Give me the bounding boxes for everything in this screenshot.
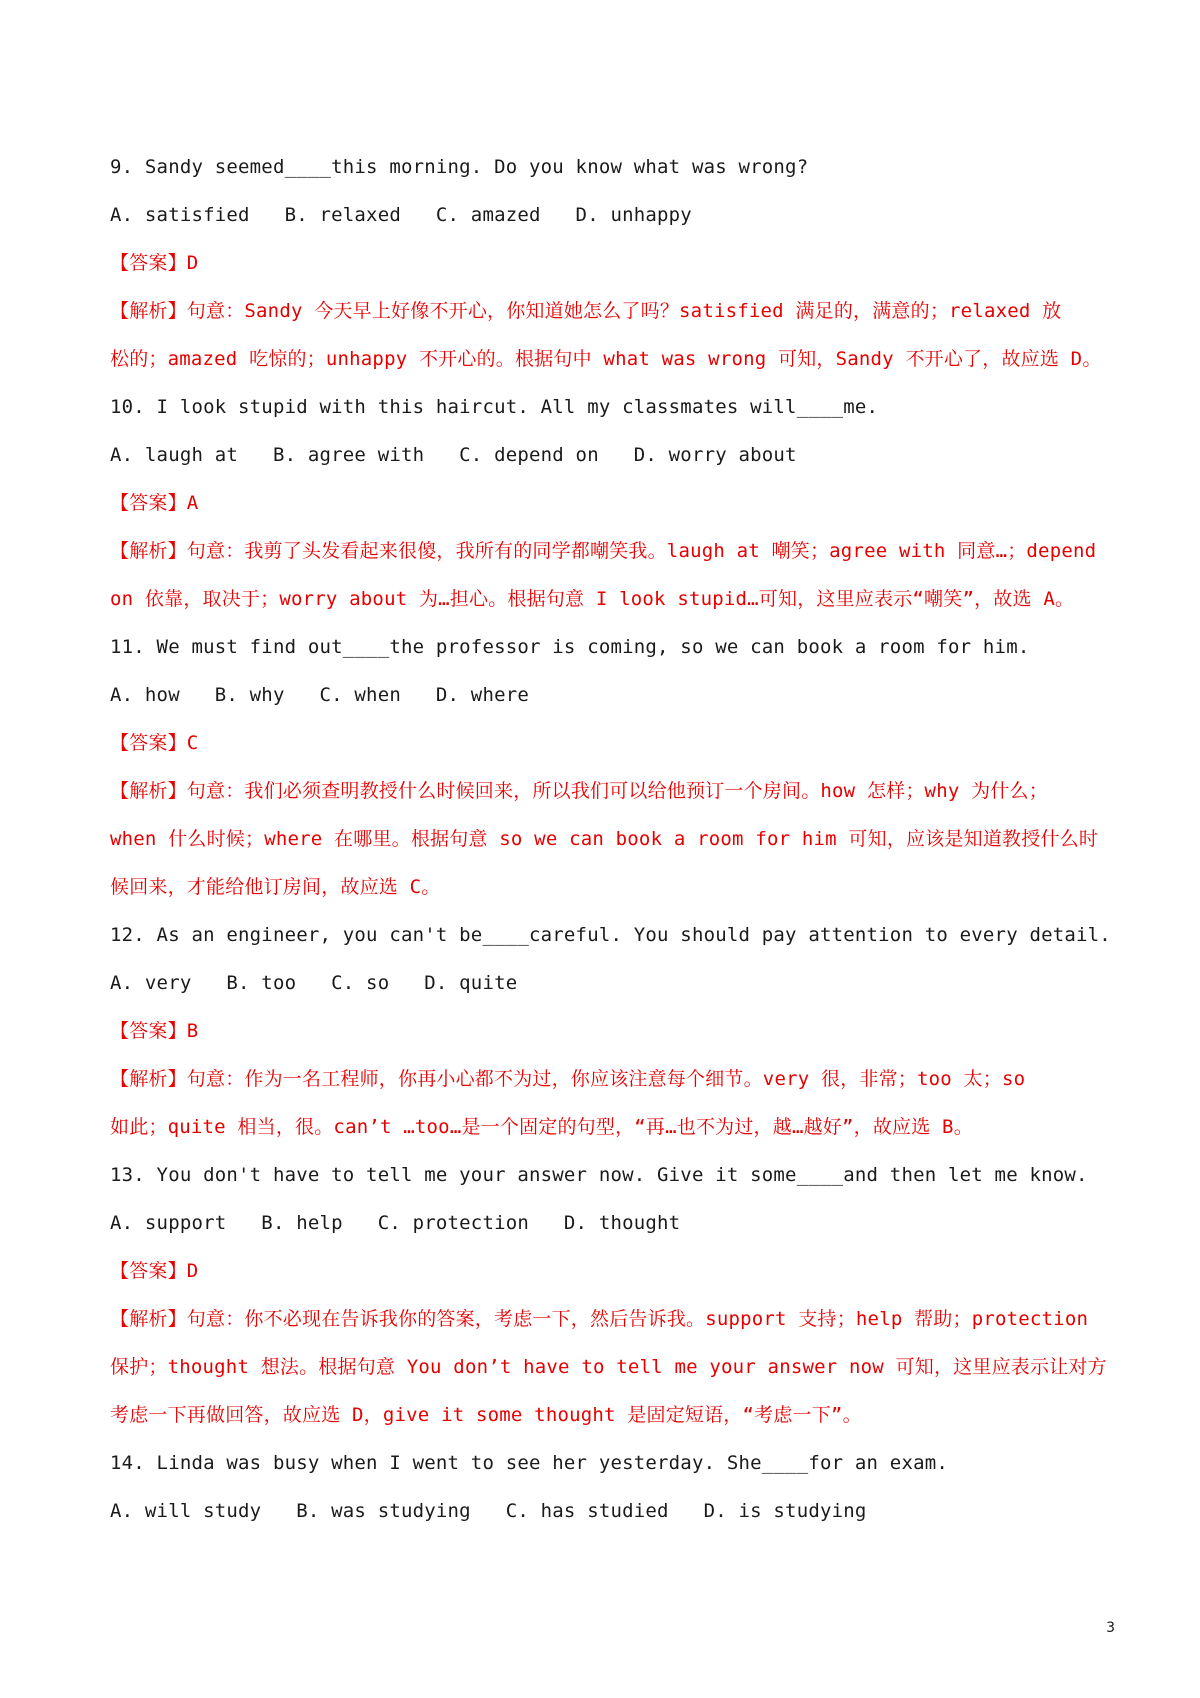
analysis-line: 考虑一下再做回答，故应选 D，give it some thought 是固定短语，“考虑一下”。 bbox=[110, 1404, 862, 1426]
answer-line: 【答案】A bbox=[110, 492, 199, 514]
options-line: A. will study B. was studying C. has studied D. is studying bbox=[110, 1500, 867, 1522]
analysis-line: 【解析】句意：你不必现在告诉我你的答案，考虑一下，然后告诉我。support 支持；help 帮助；protection bbox=[110, 1308, 1089, 1330]
answer-line: 【答案】C bbox=[110, 732, 199, 754]
analysis-line: 【解析】句意：作为一名工程师，你再小心都不为过，你应该注意每个细节。very 很，非常；too 太；so bbox=[110, 1068, 1026, 1090]
analysis-line: 【解析】句意：我们必须查明教授什么时候回来，所以我们可以给他预订一个房间。how 怎样；why 为什么； bbox=[110, 780, 1048, 802]
analysis-line: on 依靠，取决于；worry about 为…担心。根据句意 I look stupid…可知，这里应表示“嘲笑”，故选 A。 bbox=[110, 588, 1075, 610]
question-line: 12. As an engineer, you can't be____careful. You should pay attention to every detail. bbox=[110, 924, 1111, 946]
analysis-line: 候回来，才能给他订房间，故应选 C。 bbox=[110, 876, 441, 898]
analysis-line: 【解析】句意：Sandy 今天早上好像不开心，你知道她怎么了吗？satisfied 满足的，满意的；relaxed 放 bbox=[110, 300, 1062, 322]
question-line: 11. We must find out____the professor is coming, so we can book a room for him. bbox=[110, 636, 1030, 658]
analysis-line: 【解析】句意：我剪了头发看起来很傻，我所有的同学都嘲笑我。laugh at 嘲笑；agree with 同意…；depend bbox=[110, 540, 1097, 562]
options-line: A. very B. too C. so D. quite bbox=[110, 972, 518, 994]
analysis-line: 如此；quite 相当，很。can’t …too…是一个固定的句型，“再…也不为过，越…越好”，故应选 B。 bbox=[110, 1116, 973, 1138]
analysis-line: 松的；amazed 吃惊的；unhappy 不开心的。根据句中 what was wrong 可知，Sandy 不开心了，故应选 D。 bbox=[110, 348, 1102, 370]
answer-line: 【答案】D bbox=[110, 1260, 199, 1282]
analysis-line: 保护；thought 想法。根据句意 You don’t have to tell me your answer now 可知，这里应表示让对方 bbox=[110, 1356, 1107, 1378]
analysis-line: when 什么时候；where 在哪里。根据句意 so we can book a room for him 可知，应该是知道教授什么时 bbox=[110, 828, 1099, 850]
options-line: A. satisfied B. relaxed C. amazed D. unhappy bbox=[110, 204, 692, 226]
options-line: A. laugh at B. agree with C. depend on D. worry about bbox=[110, 444, 797, 466]
question-line: 13. You don't have to tell me your answer now. Give it some____and then let me know. bbox=[110, 1164, 1088, 1186]
options-line: A. how B. why C. when D. where bbox=[110, 684, 530, 706]
answer-line: 【答案】D bbox=[110, 252, 199, 274]
page-number: 3 bbox=[1106, 1620, 1115, 1636]
question-line: 10. I look stupid with this haircut. All my classmates will____me. bbox=[110, 396, 879, 418]
question-line: 9. Sandy seemed____this morning. Do you know what was wrong? bbox=[110, 156, 809, 178]
question-line: 14. Linda was busy when I went to see her yesterday. She____for an exam. bbox=[110, 1452, 949, 1474]
options-line: A. support B. help C. protection D. thought bbox=[110, 1212, 681, 1234]
page-content bbox=[110, 143, 1111, 1535]
answer-line: 【答案】B bbox=[110, 1020, 199, 1042]
